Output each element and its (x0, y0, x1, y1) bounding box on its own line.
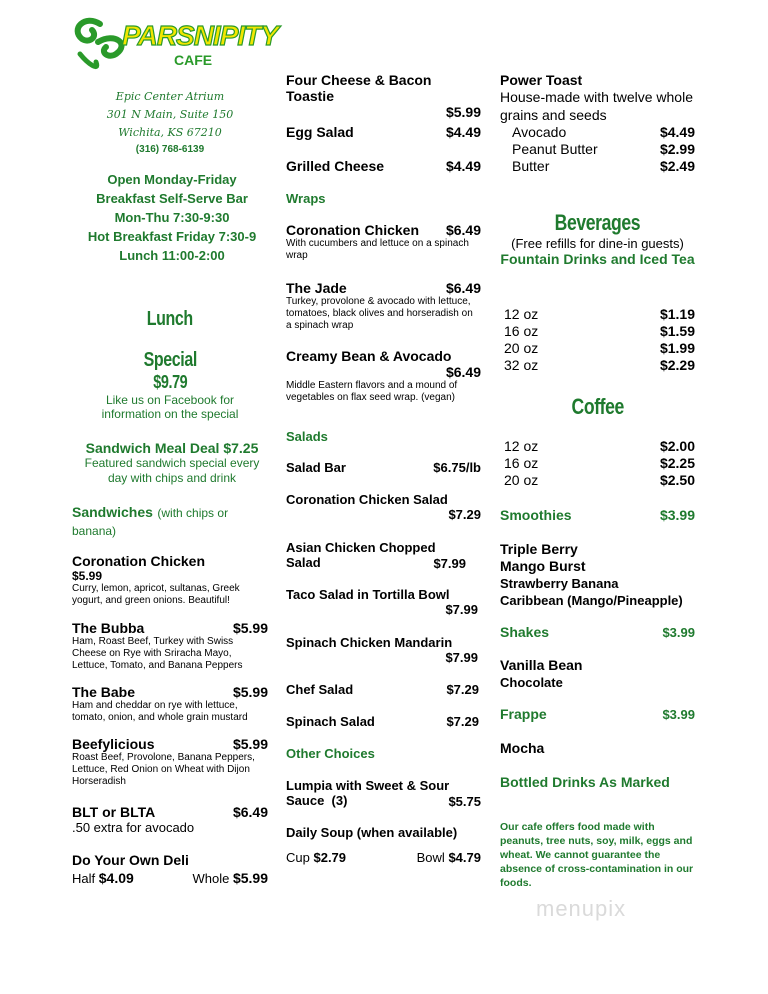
item-price: $7.29 (446, 714, 479, 729)
frappe-title: Frappe (500, 706, 547, 722)
wraps-title: Wraps (286, 191, 326, 206)
deli-half-label: Half (72, 871, 96, 886)
size-row (500, 306, 695, 323)
item-price: $6.49 (232, 804, 268, 820)
item-desc: Middle Eastern flavors and a mound of vegetables on flax seed wrap. (vegan) (286, 380, 458, 403)
item-name: The Jade (286, 280, 347, 296)
item-name: Grilled Cheese (286, 158, 385, 174)
deli-whole-price: $5.99 (232, 870, 268, 886)
shakes-title: Shakes (500, 624, 550, 640)
item-price: $6.49 (445, 364, 481, 380)
size-row (500, 472, 695, 489)
shakes-price: $3.99 (662, 625, 695, 640)
shake-flavors (500, 656, 695, 692)
size-row (500, 340, 695, 357)
coffee-header (500, 394, 695, 420)
flavor: Caribbean (Mango/Pineapple) (500, 593, 683, 608)
hours-line: Lunch 11:00-2:00 (119, 248, 225, 263)
item-name: Spinach Salad (286, 714, 375, 729)
item-price: $5.99 (232, 620, 268, 636)
frappe-flavor: Mocha (500, 740, 545, 756)
bowl-label: Bowl (416, 850, 445, 865)
bottled-drinks: Bottled Drinks As Marked (500, 774, 670, 790)
deli-item (72, 852, 268, 886)
item-desc: Ham, Roast Beef, Turkey with Swiss Cheese on Rye with Sriracha Mayo, Lettuce, Tomato, and Banana Peppers (72, 636, 243, 671)
swirl-logo-icon (70, 14, 130, 74)
size-label: 12 oz (504, 306, 539, 322)
item-name: Asian Chicken Chopped Salad (286, 540, 436, 570)
size-label: 20 oz (504, 340, 539, 356)
smoothie-flavors (500, 541, 695, 609)
address-line3: Wichita, KS 67210 (118, 126, 222, 139)
item-price: $5.99 (72, 569, 103, 583)
menu-item (286, 124, 481, 140)
lunch-title: Lunch (147, 308, 193, 330)
item-desc: Turkey, provolone & avocado with lettuce, tomatoes, black olives and horseradish on a spinach wrap (286, 296, 473, 331)
item-name: Salad Bar (286, 460, 346, 475)
item-name: Beefylicious (72, 736, 155, 752)
option-row (512, 158, 695, 175)
size-label: 12 oz (504, 438, 539, 454)
smoothies-header (500, 507, 695, 523)
size-price: $2.50 (659, 472, 695, 488)
power-toast (500, 72, 695, 175)
hours-line: Hot Breakfast Friday 7:30-9 (87, 229, 257, 244)
logo (70, 14, 278, 76)
size-row (500, 455, 695, 472)
hours-line: Breakfast Self-Serve Bar (96, 191, 248, 206)
deli-name: Do Your Own Deli (72, 852, 189, 868)
sandwiches-note: (with chips or banana) (72, 506, 229, 538)
salad-item (286, 587, 478, 617)
item-price: $5.99 (445, 104, 481, 120)
hours-line: Open Monday-Friday (107, 172, 237, 187)
item-name: The Bubba (72, 620, 145, 636)
size-price: $2.00 (659, 438, 695, 454)
item-name: Creamy Bean & Avocado (286, 348, 452, 364)
option-price: $2.99 (659, 141, 695, 157)
option-price: $2.49 (659, 158, 695, 174)
wrap-item (286, 348, 481, 404)
item-price: $7.99 (433, 556, 466, 571)
size-label: 20 oz (504, 472, 539, 488)
deli-whole-label: Whole (192, 871, 230, 886)
option-row (512, 124, 695, 141)
item-name: The Babe (72, 684, 136, 700)
beverages-note: (Free refills for dine-in guests) (511, 236, 684, 251)
menu-item (286, 158, 481, 174)
item-price: $5.75 (448, 794, 481, 809)
item-name: Daily Soup (when available) (286, 825, 458, 840)
size-price: $1.99 (659, 340, 695, 356)
watermark: menupix (536, 896, 627, 921)
size-label: 32 oz (504, 357, 539, 373)
salad-item (286, 492, 481, 522)
cup-price: $2.79 (313, 850, 347, 865)
size-price: $2.29 (659, 357, 695, 373)
item-price: $4.49 (445, 158, 481, 174)
item-name: Lumpia with Sweet & Sour Sauce (3) (286, 778, 453, 808)
hours-block (62, 170, 282, 265)
item-price: $7.99 (445, 602, 478, 617)
item-name: Spinach Chicken Mandarin (286, 635, 453, 650)
size-row (500, 438, 695, 455)
wrap-item (286, 222, 481, 262)
option-row (512, 141, 695, 158)
frappe-header (500, 706, 695, 722)
salad-item (286, 540, 466, 570)
bowl-price: $4.79 (448, 850, 481, 865)
allergen-notice: Our cafe offers food made with peanuts, tree nuts, soy, milk, eggs and wheat. We cannot guarantee the absence of cross-contamination in our foods. (500, 821, 694, 889)
coffee-title: Coffee (571, 394, 624, 419)
lumpia-item (286, 778, 481, 808)
item-name: Coronation Chicken (72, 553, 206, 569)
special-title: Special (143, 349, 197, 371)
item-name: BLT or BLTA (72, 804, 156, 820)
salad-item (286, 682, 479, 697)
size-row (500, 323, 695, 340)
salad-item (286, 635, 478, 665)
sandwich-item (72, 620, 268, 672)
item-name: Chef Salad (286, 682, 354, 697)
logo-name: PARSNIPITY (122, 20, 278, 51)
beverages-header (500, 210, 695, 268)
logo-sub: CAFE (174, 52, 213, 68)
item-price: $6.75/lb (433, 460, 481, 475)
fountain-title: Fountain Drinks and Iced Tea (500, 251, 695, 267)
salad-item (286, 714, 479, 729)
address-line2: 301 N Main, Suite 150 (106, 108, 234, 121)
sandwich-item (72, 553, 268, 607)
item-desc: Roast Beef, Provolone, Banana Peppers, Lettuce, Red Onion on Wheat with Dijon Horseradish (72, 752, 255, 787)
item-desc: With cucumbers and lettuce on a spinach wrap (286, 238, 469, 261)
hours-line: Mon-Thu 7:30-9:30 (114, 210, 230, 225)
item-name: Egg Salad (286, 124, 354, 140)
option-price: $4.49 (659, 124, 695, 140)
item-name: Taco Salad in Tortilla Bowl (286, 587, 450, 602)
address-line1: Epic Center Atrium (115, 90, 225, 103)
beverages-title: Beverages (554, 210, 641, 235)
phone-number: (316) 768-6139 (135, 144, 205, 155)
sandwich-item (72, 804, 268, 835)
beverage-sizes (500, 306, 695, 374)
item-desc: House-made with twelve whole grains and seeds (500, 89, 693, 123)
item-price: $7.99 (445, 650, 478, 665)
wrap-item (286, 280, 481, 332)
salads-title: Salads (286, 429, 328, 444)
deli-half-price: $4.09 (98, 870, 134, 886)
option-name: Peanut Butter (512, 141, 598, 157)
item-desc: Ham and cheddar on rye with lettuce, tomato, onion, and whole grain mustard (72, 700, 248, 723)
flavor: Chocolate (500, 675, 563, 690)
size-row (500, 357, 695, 374)
flavor: Triple Berry (500, 541, 578, 557)
frappe-price: $3.99 (662, 707, 695, 722)
size-label: 16 oz (504, 455, 539, 471)
option-name: Avocado (512, 124, 567, 140)
smoothies-title: Smoothies (500, 507, 572, 523)
item-price: $5.99 (232, 684, 268, 700)
item-name: Coronation Chicken Salad (286, 492, 448, 507)
meal-deal-title: Sandwich Meal Deal $7.25 (85, 440, 259, 456)
salad-item (286, 460, 481, 475)
other-choices-title: Other Choices (286, 746, 375, 761)
flavor: Vanilla Bean (500, 657, 583, 673)
sandwich-item (72, 736, 268, 788)
meal-deal (62, 440, 282, 486)
meal-deal-note: Featured sandwich special every day with chips and drink (84, 456, 260, 485)
flavor: Mango Burst (500, 558, 586, 574)
item-price: $7.29 (446, 682, 479, 697)
item-desc: .50 extra for avocado (72, 820, 195, 835)
special-price: $9.79 (152, 372, 188, 392)
lunch-special (72, 308, 268, 421)
item-name: Coronation Chicken (286, 222, 420, 238)
sandwiches-header (72, 504, 268, 540)
item-price: $5.99 (232, 736, 268, 752)
special-note: Like us on Facebook for information on the special (101, 393, 239, 421)
item-name: Four Cheese & Bacon Toastie (286, 72, 432, 104)
menu-item (286, 72, 481, 120)
size-price: $1.59 (659, 323, 695, 339)
size-price: $2.25 (659, 455, 695, 471)
soup-item (286, 825, 481, 865)
shakes-header (500, 624, 695, 640)
sandwich-item (72, 684, 268, 724)
coffee-sizes (500, 438, 695, 489)
option-name: Butter (512, 158, 550, 174)
item-price: $6.49 (445, 222, 481, 238)
smoothies-price: $3.99 (659, 507, 695, 523)
item-price: $7.29 (448, 507, 481, 522)
address-block (72, 88, 268, 158)
item-price: $4.49 (445, 124, 481, 140)
size-price: $1.19 (659, 306, 695, 322)
size-label: 16 oz (504, 323, 539, 339)
cup-label: Cup (286, 850, 310, 865)
sandwiches-title: Sandwiches (72, 504, 153, 520)
flavor: Strawberry Banana (500, 576, 619, 591)
item-price: $6.49 (445, 280, 481, 296)
item-desc: Curry, lemon, apricot, sultanas, Greek yogurt, and green onions. Beautiful! (72, 583, 240, 606)
item-name: Power Toast (500, 72, 583, 88)
